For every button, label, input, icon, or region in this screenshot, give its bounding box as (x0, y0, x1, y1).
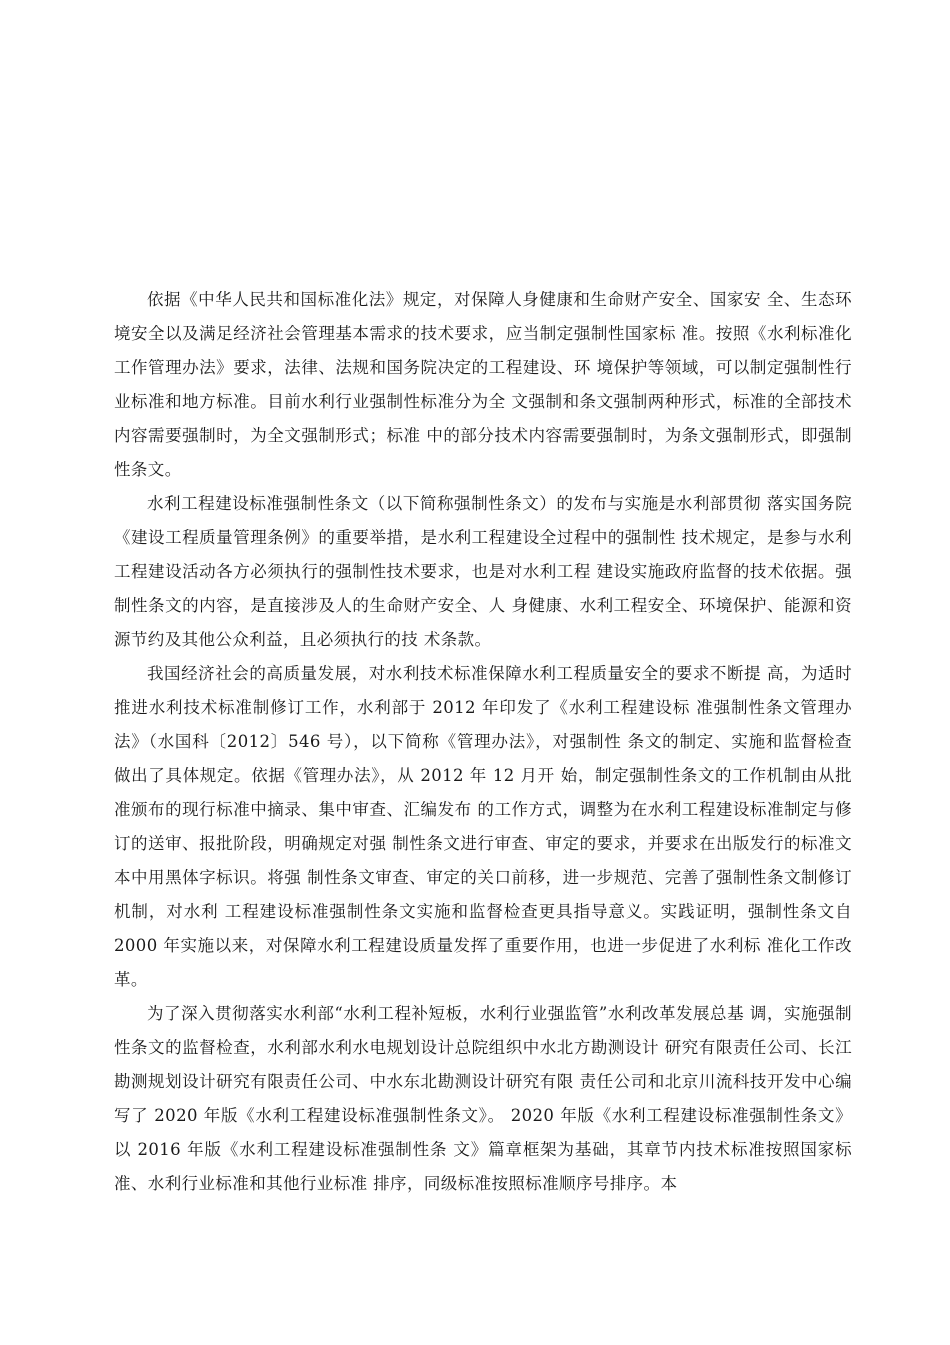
paragraph-4: 为了深入贯彻落实水利部“水利工程补短板，水利行业强监管”水利改革发展总基 调，实施强制性条文的监督检查，水利部水利水电规划设计总院组织中水北方勘测设计 研究有限责任公司、长江勘测规划设计研究有限责任公司、中水东北勘测设计研究有限 责任公司和北京川流科技开发中心编写了 2020 年版《水利工程建设标准强制性条文》。 2020 年版《水利工程建设标准强制性条文》以 2016 年版《水利工程建设标准强制性条 文》篇章框架为基础，其章节内技术标准按照国家标准、水利行业标准和其他行业标准 排序，同级标准按照标准顺序号排序。本 (114, 1004, 852, 1193)
paragraph-1: 依据《中华人民共和国标准化法》规定，对保障人身健康和生命财产安全、国家安 全、生态环境安全以及满足经济社会管理基本需求的技术要求，应当制定强制性国家标 准。按照《水利标准化工作管理办法》要求，法律、法规和国务院决定的工程建设、环 境保护等领域，可以制定强制性行业标准和地方标准。目前水利行业强制性标准分为全 文强制和条文强制两种形式，标准的全部技术内容需要强制时，为全文强制形式；标准 中的部分技术内容需要强制时，为条文强制形式，即强制性条文。 (114, 290, 852, 479)
paragraph-2: 水利工程建设标准强制性条文（以下简称强制性条文）的发布与实施是水利部贯彻 落实国务院《建设工程质量管理条例》的重要举措，是水利工程建设全过程中的强制性 技术规定，是参与水利工程建设活动各方必须执行的强制性技术要求，也是对水利工程 建设实施政府监督的技术依据。强制性条文的内容，是直接涉及人的生命财产安全、人 身健康、水利工程安全、环境保护、能源和资源节约及其他公众利益，且必须执行的技 术条款。 (114, 494, 852, 649)
paragraph-3: 我国经济社会的高质量发展，对水利技术标准保障水利工程质量安全的要求不断提 高，为适时推进水利技术标准制修订工作，水利部于 2012 年印发了《水利工程建设标 准强制性条文管理办法》（水国科〔2012〕546 号），以下简称《管理办法》，对强制性 条文的制定、实施和监督检查做出了具体规定。依据《管理办法》，从 2012 年 12 月开 始，制定强制性条文的工作机制由从批准颁布的现行标准中摘录、集中审查、汇编发布 的工作方式，调整为在水利工程建设标准制定与修订的送审、报批阶段，明确规定对强 制性条文进行审查、审定的要求，并要求在出版发行的标准文本中用黑体字标识。将强 制性条文审查、审定的关口前移，进一步规范、完善了强制性条文制修订机制，对水利 工程建设标准强制性条文实施和监督检查更具指导意义。实践证明，强制性条文自 2000 年实施以来，对保障水利工程建设质量发挥了重要作用，也进一步促进了水利标 准化工作改革。 (114, 664, 852, 989)
body-text (114, 283, 852, 1201)
